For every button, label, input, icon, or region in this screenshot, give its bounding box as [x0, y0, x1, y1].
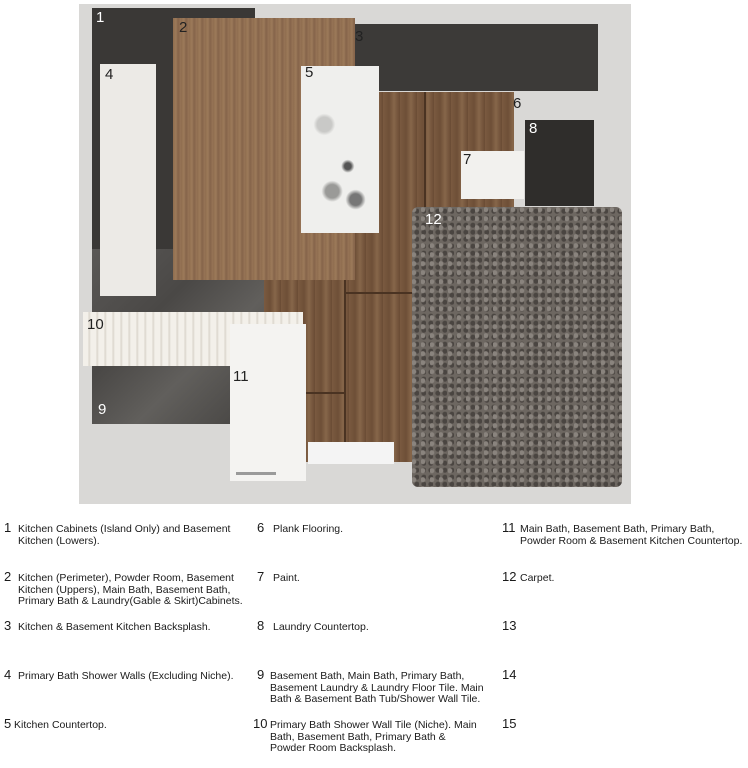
- legend-number: 9: [257, 667, 265, 682]
- legend-text: Carpet.: [520, 572, 555, 584]
- legend-number: 12: [502, 569, 517, 584]
- legend-number: 5: [4, 716, 12, 731]
- legend-text: Kitchen Countertop.: [14, 719, 107, 731]
- board-label-6: 6: [513, 95, 522, 112]
- legend-text: Basement Bath, Main Bath, Primary Bath, Basement Laundry & Laundry Floor Tile. Main Bath & Basement Bath Tub/Shower Wall Tile.: [270, 670, 484, 705]
- legend-text: Primary Bath Shower Walls (Excluding Niche).: [18, 670, 234, 682]
- board-label-7: 7: [463, 151, 472, 168]
- legend-number: 6: [257, 520, 265, 535]
- swatch-3-backsplash: [355, 24, 598, 91]
- board-label-2: 2: [179, 19, 188, 36]
- swatch-12-carpet: [412, 207, 622, 487]
- board-label-10: 10: [87, 316, 104, 333]
- board-label-9: 9: [98, 401, 107, 418]
- board-label-12: 12: [425, 211, 442, 228]
- legend-text: Paint.: [273, 572, 300, 584]
- board-label-11: 11: [233, 368, 249, 385]
- board-label-1: 1: [96, 9, 105, 26]
- swatch-4-shower-wall: [100, 64, 156, 296]
- legend-number: 11: [502, 520, 516, 535]
- legend-text: Laundry Countertop.: [273, 621, 369, 633]
- swatch-5-marble-countertop: [301, 66, 379, 233]
- board-label-8: 8: [529, 120, 538, 137]
- legend-number: 4: [4, 667, 12, 682]
- legend-number: 2: [4, 569, 12, 584]
- legend-number: 1: [4, 520, 12, 535]
- legend-number: 15: [502, 716, 517, 731]
- board-label-4: 4: [105, 66, 114, 83]
- legend-text: Kitchen (Perimeter), Powder Room, Basement Kitchen (Uppers), Main Bath, Basement Bath, Primary Bath & Laundry(Gable & Skirt)Cabinets.: [18, 572, 243, 607]
- legend-number: 3: [4, 618, 12, 633]
- legend-number: 7: [257, 569, 265, 584]
- legend-text: Kitchen Cabinets (Island Only) and Basement Kitchen (Lowers).: [18, 523, 231, 547]
- swatch-11-quartz-countertop: [230, 324, 306, 481]
- legend-text: Kitchen & Basement Kitchen Backsplash.: [18, 621, 211, 633]
- legend-text: Plank Flooring.: [273, 523, 344, 535]
- legend-number: 8: [257, 618, 265, 633]
- legend-text: Main Bath, Basement Bath, Primary Bath, Powder Room & Basement Kitchen Countertop.: [520, 523, 743, 547]
- legend-number: 14: [502, 667, 517, 682]
- material-board: [79, 4, 631, 504]
- legend-text: Primary Bath Shower Wall Tile (Niche). Main Bath, Basement Bath, Primary Bath & Powder Room Backsplash.: [270, 719, 477, 754]
- legend-number: 10: [253, 716, 268, 731]
- legend-number: 13: [502, 618, 517, 633]
- board-label-5: 5: [305, 64, 314, 81]
- product-tags: [308, 442, 394, 464]
- board-label-3: 3: [355, 28, 364, 45]
